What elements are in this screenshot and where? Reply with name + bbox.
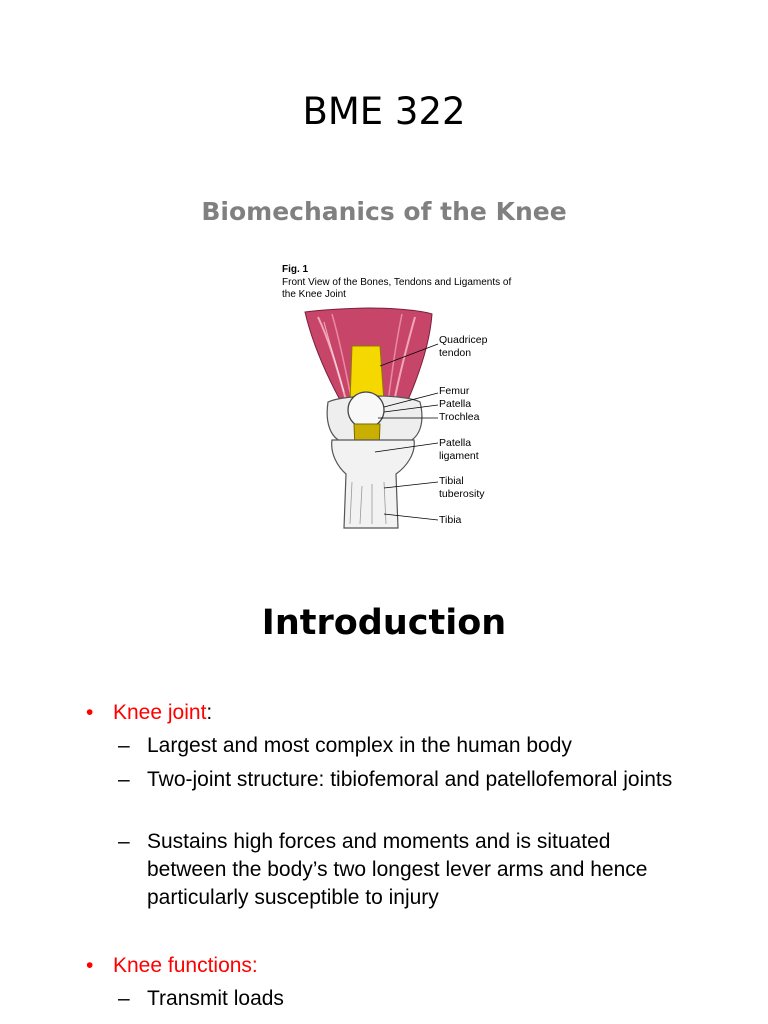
list-item: [118, 732, 688, 760]
list-item: [118, 985, 688, 1013]
dash: –: [118, 768, 130, 791]
label-patella: Patella: [439, 398, 472, 410]
list-item-text: Two-joint structure: tibiofemoral and patellofemoral joints: [147, 768, 673, 791]
bullet-label-suffix: :: [206, 701, 213, 724]
slide-title: BME 322: [302, 90, 466, 133]
list-item-text: Transmit loads: [147, 987, 284, 1010]
dash: –: [118, 734, 130, 757]
list-item-text: Largest and most complex in the human body: [147, 734, 572, 757]
label-patella-ligament-2: ligament: [439, 450, 479, 462]
label-quadricep: Quadricep: [439, 334, 488, 346]
list-item: [118, 766, 688, 794]
bullet-label: Knee functions:: [113, 954, 258, 977]
figure-caption-text: Front View of the Bones, Tendons and Ligaments of the Knee Joint: [282, 276, 512, 300]
bullet-dot: •: [86, 701, 94, 724]
list-item: [118, 828, 688, 912]
label-tibial-tuberosity: tuberosity: [439, 488, 485, 500]
list-item-text: Sustains high forces and moments and is situated between the body’s two longest lever arms and hence particularly susceptible to injury: [147, 830, 648, 909]
label-trochlea: Trochlea: [439, 411, 480, 423]
slide-subtitle: Biomechanics of the Knee: [201, 197, 567, 226]
figure-number: Fig. 1: [282, 264, 309, 275]
bullet-label-red: Knee joint: [113, 701, 207, 724]
label-patella-ligament-1: Patella: [439, 437, 472, 449]
label-tibial: Tibial: [439, 475, 464, 487]
dash: –: [118, 830, 130, 853]
label-tibia: Tibia: [439, 514, 462, 526]
bullet-dot: •: [86, 954, 94, 977]
dash: –: [118, 987, 130, 1010]
tibia: [332, 440, 415, 528]
label-quadricep-tendon: tendon: [439, 347, 472, 359]
bullet-label: [113, 699, 212, 727]
label-femur: Femur: [439, 385, 470, 397]
patella: [348, 392, 384, 428]
section-title: Introduction: [261, 603, 507, 643]
